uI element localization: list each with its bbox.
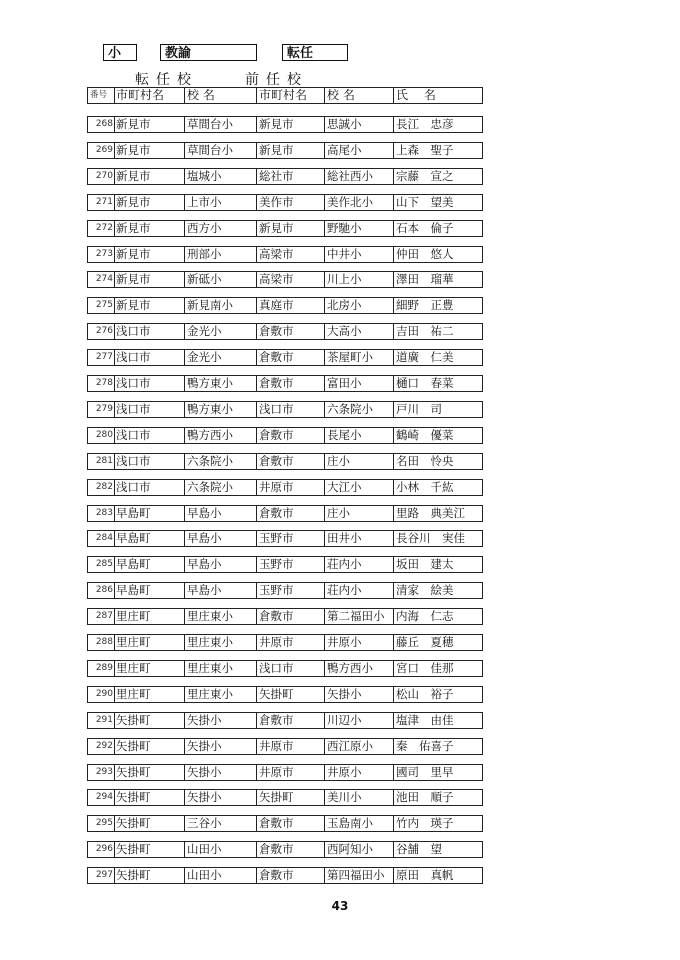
cell-prev-school: 西阿知小 <box>324 842 396 857</box>
cell-name: 池田 順子 <box>393 790 485 805</box>
cell-new-school: 早島小 <box>184 506 259 521</box>
previous-school-group-heading: 前任校 <box>245 72 308 88</box>
cell-new-municipality: 矢掛町 <box>114 713 186 728</box>
cell-prev-school: 大高小 <box>324 324 396 339</box>
cell-new-municipality: 浅口市 <box>114 376 186 391</box>
header-new-school: 校 名 <box>184 88 259 103</box>
table-row <box>87 349 483 366</box>
cell-prev-school: 井原小 <box>324 635 396 650</box>
cell-number: 283 <box>95 507 113 518</box>
cell-new-municipality: 矢掛町 <box>114 816 186 831</box>
cell-new-school: 矢掛小 <box>184 790 259 805</box>
cell-number: 274 <box>95 274 113 285</box>
cell-prev-school: 大江小 <box>324 480 396 495</box>
cell-new-municipality: 浅口市 <box>114 324 186 339</box>
cell-name: 谷舗 望 <box>393 842 485 857</box>
cell-prev-municipality: 倉敷市 <box>256 506 327 521</box>
cell-prev-municipality: 玉野市 <box>256 583 327 598</box>
table-row <box>87 271 483 288</box>
position-label: 教諭 <box>160 44 257 61</box>
cell-prev-municipality: 玉野市 <box>256 557 327 572</box>
cell-prev-school: 六条院小 <box>324 402 396 417</box>
cell-name: 長谷川 実佳 <box>393 531 485 546</box>
cell-new-school: 早島小 <box>184 583 259 598</box>
cell-name: 上森 聖子 <box>393 143 485 158</box>
cell-number: 294 <box>95 792 113 803</box>
cell-new-municipality: 里庄町 <box>114 609 186 624</box>
cell-prev-municipality: 倉敷市 <box>256 713 327 728</box>
cell-new-school: 鴨方西小 <box>184 428 259 443</box>
cell-new-municipality: 新見市 <box>114 195 186 210</box>
cell-name: 山下 望美 <box>393 195 485 210</box>
cell-new-municipality: 浅口市 <box>114 350 186 365</box>
cell-prev-municipality: 倉敷市 <box>256 428 327 443</box>
cell-name: 宮口 佳那 <box>393 661 485 676</box>
cell-name: 吉田 祐二 <box>393 324 485 339</box>
cell-prev-school: 荘内小 <box>324 557 396 572</box>
cell-new-school: 早島小 <box>184 557 259 572</box>
cell-new-school: 矢掛小 <box>184 713 259 728</box>
cell-prev-school: 中井小 <box>324 247 396 262</box>
cell-prev-municipality: 新見市 <box>256 117 327 132</box>
cell-number: 271 <box>95 196 113 207</box>
table-row <box>87 220 483 237</box>
cell-name: 松山 裕子 <box>393 687 485 702</box>
cell-name: 宗藤 宣之 <box>393 169 485 184</box>
cell-prev-school: 庄小 <box>324 454 396 469</box>
cell-number: 288 <box>95 637 113 647</box>
cell-new-municipality: 矢掛町 <box>114 842 186 857</box>
cell-prev-school: 荘内小 <box>324 583 396 598</box>
cell-prev-municipality: 美作市 <box>256 195 327 210</box>
table-header <box>87 87 483 104</box>
cell-prev-municipality: 倉敷市 <box>256 376 327 391</box>
cell-new-municipality: 矢掛町 <box>114 765 186 780</box>
cell-prev-municipality: 玉野市 <box>256 531 327 546</box>
cell-number: 277 <box>95 352 113 363</box>
cell-new-municipality: 新見市 <box>114 169 186 184</box>
cell-new-municipality: 早島町 <box>114 557 186 572</box>
cell-new-school: 草間台小 <box>184 117 259 132</box>
cell-new-municipality: 早島町 <box>114 531 186 546</box>
table-row <box>87 582 483 599</box>
cell-name: 原田 真帆 <box>393 868 485 883</box>
cell-prev-municipality: 倉敷市 <box>256 324 327 339</box>
cell-new-school: 塩城小 <box>184 169 259 184</box>
cell-number: 289 <box>95 662 113 673</box>
cell-prev-school: 思誠小 <box>324 117 396 132</box>
table-row <box>87 505 483 522</box>
cell-number: 268 <box>95 119 113 129</box>
cell-new-municipality: 矢掛町 <box>114 868 186 883</box>
cell-name: 樋口 春菜 <box>393 376 485 391</box>
table-row <box>87 297 483 314</box>
cell-name: 里路 典美江 <box>393 506 485 521</box>
table-row <box>87 764 483 781</box>
cell-new-municipality: 矢掛町 <box>114 790 186 805</box>
cell-number: 284 <box>95 533 113 544</box>
cell-name: 澤田 瑠華 <box>393 272 485 287</box>
page-number: 43 <box>331 899 349 913</box>
cell-prev-school: 茶屋町小 <box>324 350 396 365</box>
cell-new-school: 上市小 <box>184 195 259 210</box>
cell-prev-school: 井原小 <box>324 765 396 780</box>
transfer-type-label: 転任 <box>282 44 348 61</box>
cell-new-school: 鴨方東小 <box>184 402 259 417</box>
cell-name: 名田 怜央 <box>393 454 485 469</box>
cell-prev-municipality: 井原市 <box>256 635 327 650</box>
cell-name: 内海 仁志 <box>393 609 485 624</box>
cell-prev-municipality: 新見市 <box>256 143 327 158</box>
cell-new-municipality: 早島町 <box>114 583 186 598</box>
cell-prev-municipality: 高梁市 <box>256 272 327 287</box>
cell-new-municipality: 新見市 <box>114 117 186 132</box>
cell-new-school: 新砥小 <box>184 272 259 287</box>
cell-new-municipality: 浅口市 <box>114 480 186 495</box>
cell-new-school: 六条院小 <box>184 454 259 469</box>
cell-prev-municipality: 倉敷市 <box>256 842 327 857</box>
table-row <box>87 375 483 392</box>
cell-new-municipality: 里庄町 <box>114 635 186 650</box>
cell-new-school: 新見南小 <box>184 298 259 313</box>
cell-prev-school: 庄小 <box>324 506 396 521</box>
cell-prev-school: 鴨方西小 <box>324 661 396 676</box>
cell-name: 國司 里早 <box>393 765 485 780</box>
cell-name: 清家 絵美 <box>393 583 485 598</box>
cell-prev-municipality: 高梁市 <box>256 247 327 262</box>
table-row <box>87 712 483 729</box>
cell-prev-school: 富田小 <box>324 376 396 391</box>
cell-prev-municipality: 倉敷市 <box>256 816 327 831</box>
cell-prev-municipality: 倉敷市 <box>256 454 327 469</box>
cell-prev-school: 美川小 <box>324 790 396 805</box>
cell-new-school: 金光小 <box>184 324 259 339</box>
cell-prev-school: 長尾小 <box>324 428 396 443</box>
cell-name: 小林 千紘 <box>393 480 485 495</box>
table-row <box>87 634 483 651</box>
cell-number: 280 <box>95 429 113 440</box>
cell-name: 仲田 悠人 <box>393 247 485 262</box>
cell-prev-municipality: 新見市 <box>256 221 327 236</box>
header-name: 氏 名 <box>393 88 485 103</box>
cell-new-school: 三谷小 <box>184 816 259 831</box>
cell-number: 273 <box>95 248 113 259</box>
cell-number: 295 <box>95 818 113 829</box>
cell-name: 石本 倫子 <box>393 221 485 236</box>
cell-number: 269 <box>95 144 113 155</box>
cell-number: 282 <box>95 481 113 492</box>
cell-number: 293 <box>95 766 113 777</box>
cell-new-municipality: 早島町 <box>114 506 186 521</box>
cell-new-school: 西方小 <box>184 221 259 236</box>
cell-prev-municipality: 浅口市 <box>256 661 327 676</box>
cell-name: 坂田 建太 <box>393 557 485 572</box>
table-row <box>87 168 483 185</box>
table-row <box>87 867 483 884</box>
cell-number: 276 <box>95 326 113 337</box>
table-row <box>87 323 483 340</box>
cell-new-school: 矢掛小 <box>184 739 259 754</box>
cell-prev-municipality: 倉敷市 <box>256 868 327 883</box>
table-row <box>87 789 483 806</box>
cell-new-municipality: 新見市 <box>114 221 186 236</box>
new-school-group-heading: 転任校 <box>135 72 198 88</box>
cell-prev-municipality: 井原市 <box>256 739 327 754</box>
cell-new-municipality: 浅口市 <box>114 428 186 443</box>
cell-number: 287 <box>95 611 113 622</box>
table-row <box>87 427 483 444</box>
cell-name: 竹内 瑛子 <box>393 816 485 831</box>
cell-new-school: 金光小 <box>184 350 259 365</box>
cell-prev-school: 矢掛小 <box>324 687 396 702</box>
cell-prev-municipality: 真庭市 <box>256 298 327 313</box>
table-row <box>87 479 483 496</box>
cell-prev-school: 玉島南小 <box>324 816 396 831</box>
table-row <box>87 142 483 159</box>
table-row <box>87 738 483 755</box>
cell-new-school: 里庄東小 <box>184 687 259 702</box>
cell-name: 長江 忠彦 <box>393 117 485 132</box>
cell-number: 272 <box>95 222 113 233</box>
cell-new-municipality: 新見市 <box>114 247 186 262</box>
table-row <box>87 116 483 133</box>
table-row <box>87 841 483 858</box>
cell-prev-municipality: 井原市 <box>256 765 327 780</box>
cell-number: 281 <box>95 455 113 466</box>
table-row <box>87 194 483 211</box>
cell-number: 285 <box>95 559 113 570</box>
cell-new-municipality: 浅口市 <box>114 402 186 417</box>
cell-name: 戸川 司 <box>393 402 485 417</box>
cell-prev-school: 第二福田小 <box>324 609 396 624</box>
cell-prev-municipality: 矢掛町 <box>256 687 327 702</box>
cell-number: 296 <box>95 844 113 855</box>
cell-new-municipality: 矢掛町 <box>114 739 186 754</box>
header-prev-school: 校 名 <box>324 88 396 103</box>
cell-prev-municipality: 倉敷市 <box>256 609 327 624</box>
cell-prev-school: 川上小 <box>324 272 396 287</box>
cell-prev-school: 田井小 <box>324 531 396 546</box>
cell-new-municipality: 浅口市 <box>114 454 186 469</box>
cell-new-school: 鴨方東小 <box>184 376 259 391</box>
table-row <box>87 246 483 263</box>
cell-prev-school: 野馳小 <box>324 221 396 236</box>
table-row <box>87 453 483 470</box>
header-new-municipality: 市町村名 <box>114 88 186 103</box>
cell-new-municipality: 里庄町 <box>114 661 186 676</box>
cell-number: 278 <box>95 378 113 388</box>
cell-number: 270 <box>95 170 113 181</box>
header-prev-municipality: 市町村名 <box>256 88 327 103</box>
cell-name: 秦 佑喜子 <box>393 739 485 754</box>
header-number: 番号 <box>90 90 108 100</box>
cell-prev-school: 総社西小 <box>324 169 396 184</box>
cell-prev-school: 第四福田小 <box>324 868 396 883</box>
cell-new-municipality: 里庄町 <box>114 687 186 702</box>
table-row <box>87 556 483 573</box>
cell-new-school: 山田小 <box>184 868 259 883</box>
cell-name: 鶴崎 優菜 <box>393 428 485 443</box>
cell-name: 塩津 由佳 <box>393 713 485 728</box>
table-row <box>87 530 483 547</box>
cell-prev-school: 川辺小 <box>324 713 396 728</box>
cell-prev-municipality: 倉敷市 <box>256 350 327 365</box>
cell-new-school: 六条院小 <box>184 480 259 495</box>
cell-prev-municipality: 浅口市 <box>256 402 327 417</box>
cell-new-school: 里庄東小 <box>184 609 259 624</box>
cell-prev-school: 西江原小 <box>324 739 396 754</box>
cell-number: 279 <box>95 403 113 414</box>
table-row <box>87 686 483 703</box>
cell-new-school: 草間台小 <box>184 143 259 158</box>
cell-new-school: 山田小 <box>184 842 259 857</box>
cell-name: 道廣 仁美 <box>393 350 485 365</box>
cell-number: 291 <box>95 714 113 725</box>
table-row <box>87 815 483 832</box>
cell-new-school: 里庄東小 <box>184 661 259 676</box>
cell-number: 275 <box>95 300 113 311</box>
cell-new-school: 里庄東小 <box>184 635 259 650</box>
cell-name: 細野 正豊 <box>393 298 485 313</box>
cell-number: 290 <box>95 688 113 699</box>
cell-prev-municipality: 井原市 <box>256 480 327 495</box>
cell-prev-school: 北房小 <box>324 298 396 313</box>
cell-name: 藤丘 夏穂 <box>393 635 485 650</box>
cell-number: 292 <box>95 740 113 751</box>
cell-prev-municipality: 矢掛町 <box>256 790 327 805</box>
table-row <box>87 660 483 677</box>
cell-new-municipality: 新見市 <box>114 143 186 158</box>
cell-prev-school: 美作北小 <box>324 195 396 210</box>
cell-new-municipality: 新見市 <box>114 272 186 287</box>
table-row <box>87 401 483 418</box>
cell-prev-school: 高尾小 <box>324 143 396 158</box>
cell-number: 286 <box>95 585 113 596</box>
table-row <box>87 608 483 625</box>
category-label: 小 <box>103 44 137 61</box>
cell-prev-municipality: 総社市 <box>256 169 327 184</box>
cell-new-school: 矢掛小 <box>184 765 259 780</box>
cell-new-school: 早島小 <box>184 531 259 546</box>
cell-new-school: 刑部小 <box>184 247 259 262</box>
cell-new-municipality: 新見市 <box>114 298 186 313</box>
cell-number: 297 <box>95 870 113 881</box>
